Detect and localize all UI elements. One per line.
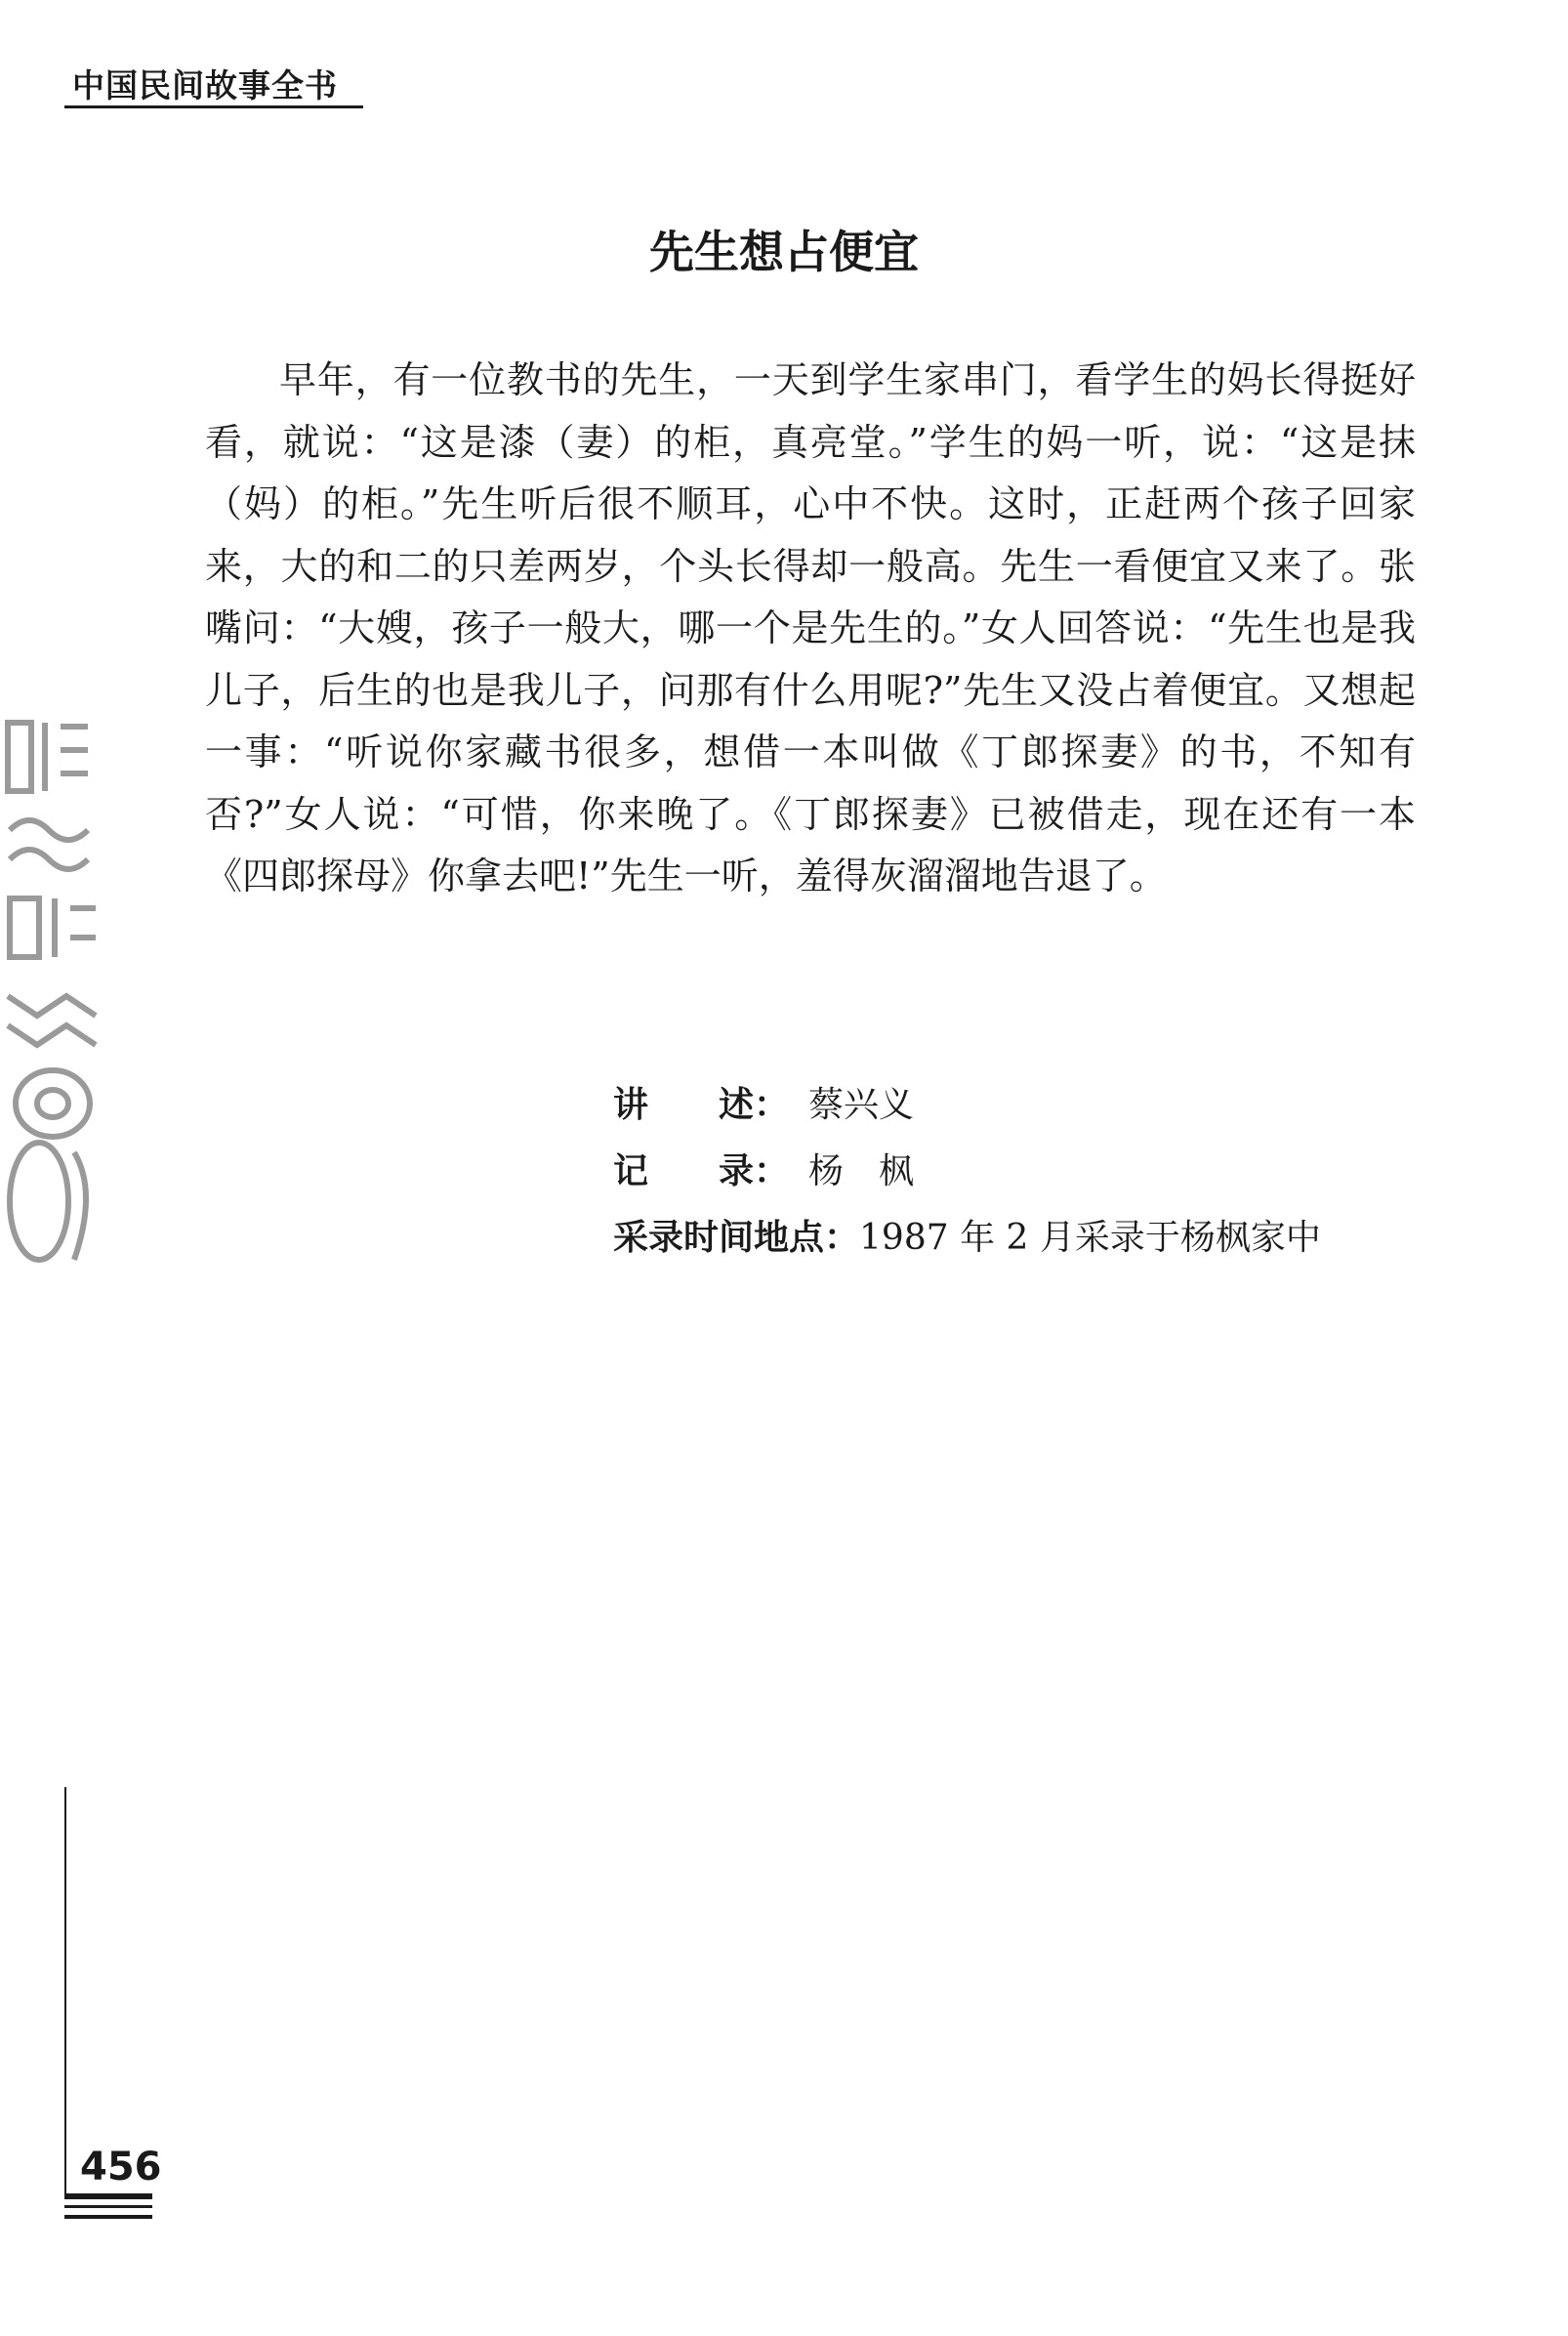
header-rule [64, 105, 363, 108]
credit-row-recorder [613, 1139, 1321, 1205]
story-title: 先生想占便宜 [649, 226, 919, 278]
recorder-label: 记 录： [613, 1151, 790, 1191]
narrator-label: 讲 述： [613, 1085, 790, 1125]
footer-rule [64, 2205, 152, 2208]
credits-block [613, 1072, 1321, 1272]
decorative-margin-ornament [0, 713, 105, 1289]
time-place-value: 1987 年 2 月采录于杨枫家中 [859, 1218, 1321, 1258]
recorder-value: 杨 枫 [808, 1151, 915, 1191]
footer-rule [64, 2193, 152, 2199]
footer-rule [64, 2215, 152, 2219]
running-head-book-title: 中国民间故事全书 [72, 66, 338, 104]
credit-row-time-place [613, 1205, 1321, 1272]
credit-row-narrator [613, 1072, 1321, 1139]
narrator-value: 蔡兴义 [808, 1085, 915, 1125]
page-number: 456 [80, 2145, 162, 2190]
footer-margin-line [64, 1787, 66, 2197]
time-place-label: 采录时间地点： [613, 1218, 860, 1258]
story-body-paragraph: 早年，有一位教书的先生，一天到学生家串门，看学生的妈长得挺好看，就说：“这是漆（妻）的柜，真亮堂。”学生的妈一听，说：“这是抹（妈）的柜。”先生听后很不顺耳，心中不快。这时，正赶两个孩子回家来，大的和二的只差两岁，个头长得却一般高。先生一看便宜又来了。张嘴问：“大嫂，孩子一般大，哪一个是先生的。”女人回答说：“先生也是我儿子，后生的也是我儿子，问那有什么用呢?”先生又没占着便宜。又想起一事：“听说你家藏书很多，想借一本叫做《丁郎探妻》的书，不知有否?”女人说：“可惜，你来晚了。《丁郎探妻》已被借走，现在还有一本《四郎探母》你拿去吧!”先生一听，羞得灰溜溜地告退了。 [205, 358, 1416, 897]
